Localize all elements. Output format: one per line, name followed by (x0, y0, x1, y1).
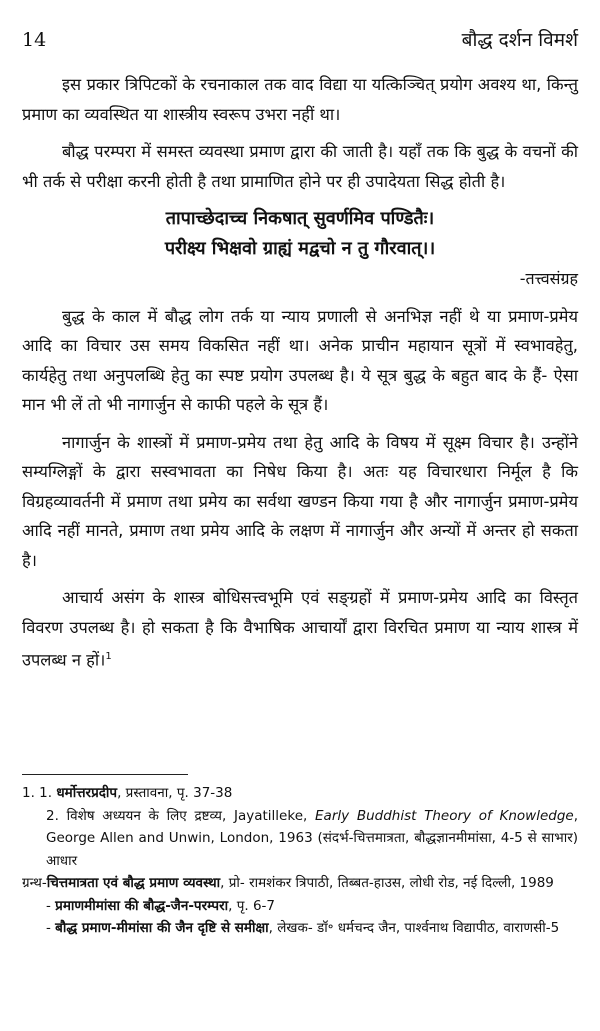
footnote-1-title: धर्मोत्तरप्रदीप (56, 785, 118, 801)
footnote-1 (22, 782, 578, 805)
footnote-2 (22, 805, 578, 873)
footnote-4 (22, 895, 578, 918)
paragraph-2: बौद्ध परम्परा में समस्त व्यवस्था प्रमाण द्वारा की जाती है। यहाँ तक कि बुद्ध के वचनों की भी तर्क से परीक्षा करनी होती है तथा प्रामाणित होने पर ही उपादेयता सिद्ध होती है। (22, 142, 578, 191)
footnote-3-lead: ग्रन्थ- (22, 875, 47, 891)
paragraph-3: बुद्ध के काल में बौद्ध लोग तर्क या न्याय प्रणाली से अनभिज्ञ नहीं थे या प्रमाण-प्रमेय आदि का विचार उस समय विकसित नहीं था। अनेक प्राचीन महायान सूत्रों में स्वभावहेतु, कार्यहेतु तथा अनुपलब्धि हेतु का स्पष्ट प्रयोग उपलब्ध है। ये सूत्र बुद्ध के बहुत बाद के हैं- ऐसा मान भी लें तो भी नागार्जुन से काफी पहले के सूत्र हैं। (22, 306, 578, 414)
footnote-1-number: 1. 1. (22, 785, 57, 801)
footnote-1-detail: , प्रस्तावना, पृ. 37-38 (117, 785, 233, 801)
footnote-5-title: बौद्ध प्रमाण-मीमांसा की जैन दृष्टि से समीक्षा (55, 920, 269, 936)
page-number: 14 (22, 29, 47, 51)
footnote-5-dash: - (46, 920, 56, 936)
verse-attribution: -तत्त्वसंग्रह (519, 269, 578, 288)
paragraph-5 (22, 583, 578, 675)
footnote-divider (22, 774, 188, 775)
page-header (22, 26, 578, 52)
footnote-4-dash: - (46, 897, 56, 914)
body-text (22, 70, 578, 683)
paragraph-1: इस प्रकार त्रिपिटकों के रचनाकाल तक वाद विद्या या यत्किञ्चित् प्रयोग अवश्य था, किन्तु प्रमाण का व्यवस्थित या शास्त्रीय स्वरूप उभरा नहीं था। (22, 75, 578, 124)
footnote-5-detail: , लेखक- डॉ॰ धर्मचन्द जैन, पार्श्वनाथ विद्यापीठ, वाराणसी-5 (268, 920, 560, 936)
verse-line-2: परीक्ष्य भिक्षवो ग्राह्यं मद्वचो न तु गौरवात्।। (164, 238, 436, 259)
verse-line-1: तापाच्छेदाच्च निकषात् सुवर्णमिव पण्डितैः। (165, 208, 435, 229)
running-title: बौद्ध दर्शन विमर्श (461, 29, 578, 51)
footnote-3 (22, 872, 578, 895)
footnote-2-lead: 2. विशेष अध्ययन के लिए द्रष्टव्य, Jayatilleke, (46, 807, 316, 824)
footnote-2-detail: , George Allen and Unwin, London, 1963 (संदर्भ-चित्तमात्रता, बौद्धज्ञानमीमांसा, 4-5 से साभार) आधार (46, 807, 578, 869)
footnote-ref-1[interactable]: 1 (105, 651, 112, 662)
sanskrit-verse (22, 204, 578, 264)
footnotes (22, 782, 578, 940)
footnote-4-title: प्रमाणमीमांसा की बौद्ध-जैन-परम्परा (55, 897, 229, 914)
footnote-2-book-title: Early Buddhist Theory of Knowledge (315, 807, 574, 824)
paragraph-4: नागार्जुन के शास्त्रों में प्रमाण-प्रमेय तथा हेतु आदि के विषय में सूक्ष्म विचार है। उन्होंने सम्यग्लिङ्गों के द्वारा सस्वभावता का निषेध किया है। अतः यह विचारधारा निर्मूल है कि विग्रहव्यावर्तनी में प्रमाण तथा प्रमेय का सर्वथा खण्डन किया गया है और नागार्जुन प्रमाण-प्रमेय आदि नहीं मानते, प्रमाण तथा प्रमेय आदि के लक्षण में नागार्जुन और अन्यों में अन्तर हो सकता है। (22, 432, 578, 570)
footnote-4-detail: , पृ. 6-7 (228, 897, 275, 914)
footnote-3-detail: , प्रो- रामशंकर त्रिपाठी, तिब्बत-हाउस, लोधी रोड, नई दिल्ली, 1989 (220, 875, 554, 891)
footnote-3-title: चित्तमात्रता एवं बौद्ध प्रमाण व्यवस्था (46, 875, 221, 891)
footnote-5 (22, 917, 578, 940)
paragraph-5-text: आचार्य असंग के शास्त्र बोधिसत्त्वभूमि एवं सङ्ग्रहों में प्रमाण-प्रमेय आदि का विस्तृत विवरण उपलब्ध है। हो सकता है कि वैभाषिक आचार्यों द्वारा विरचित प्रमाण या न्याय शास्त्र में उपलब्ध न हों। (22, 588, 578, 670)
